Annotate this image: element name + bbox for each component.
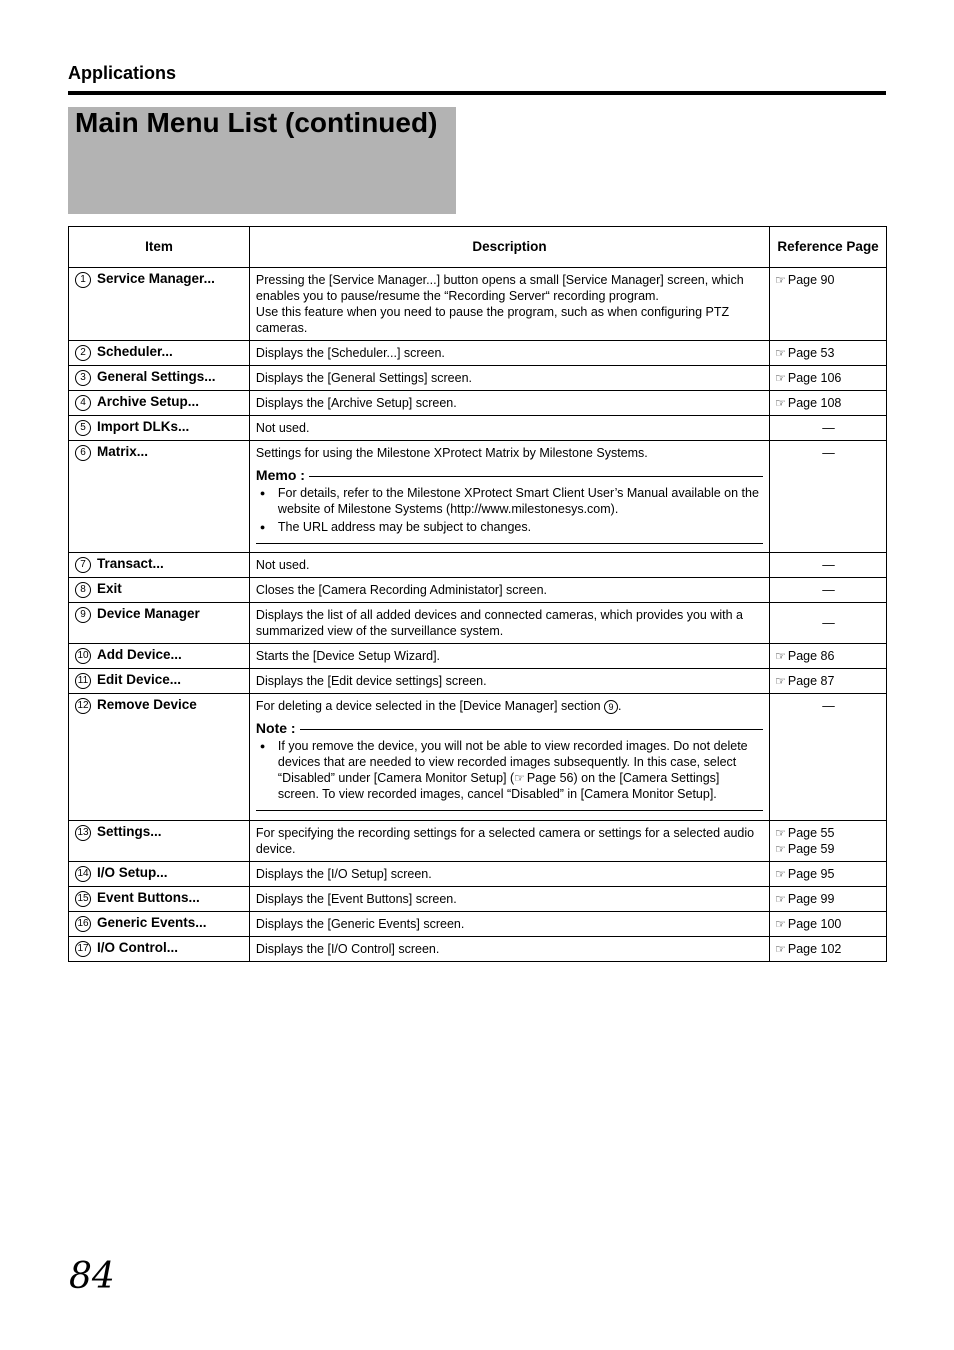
item-label: I/O Setup... xyxy=(97,865,168,880)
circled-number: 17 xyxy=(75,941,91,957)
item-cell xyxy=(69,416,250,441)
pointing-hand-icon: ☞ xyxy=(775,346,786,360)
item-label: I/O Control... xyxy=(97,940,178,955)
circled-number: 9 xyxy=(604,700,618,714)
circled-number: 16 xyxy=(75,916,91,932)
bullet-item xyxy=(256,485,763,517)
description-text xyxy=(256,445,763,461)
table-row xyxy=(69,912,887,937)
pointing-hand-icon: ☞ xyxy=(775,892,786,906)
item-cell xyxy=(69,937,250,962)
reference-cell xyxy=(770,553,887,578)
box-title xyxy=(256,467,763,483)
item-cell xyxy=(69,441,250,553)
description-text xyxy=(256,607,763,639)
no-reference-dash: — xyxy=(822,699,835,713)
item-cell xyxy=(69,553,250,578)
reference-page: Page 59 xyxy=(787,842,835,856)
description-cell xyxy=(249,887,769,912)
pointing-hand-icon: ☞ xyxy=(775,867,786,881)
table-row xyxy=(69,341,887,366)
box-title-text: Memo : xyxy=(255,467,305,483)
page-reference xyxy=(775,941,882,957)
table-row xyxy=(69,416,887,441)
description-text xyxy=(256,916,763,932)
reference-cell xyxy=(770,669,887,694)
item-label: Generic Events... xyxy=(97,915,207,930)
description-cell xyxy=(249,912,769,937)
section-header: Applications xyxy=(68,63,177,83)
bullet-text: The URL address may be subject to changes. xyxy=(277,520,532,534)
circled-number: 15 xyxy=(75,891,91,907)
reference-cell xyxy=(770,416,887,441)
note-box xyxy=(256,720,763,811)
description-end: . xyxy=(618,699,622,713)
reference-cell xyxy=(770,391,887,416)
description-main: Displays the [I/O Setup] screen. xyxy=(255,867,432,881)
item-label: Add Device... xyxy=(97,647,182,662)
circled-number: 6 xyxy=(75,445,91,461)
circled-number: 3 xyxy=(75,370,91,386)
description-main: Closes the [Camera Recording Administator] screen. xyxy=(255,583,548,597)
reference-cell xyxy=(770,887,887,912)
item-cell xyxy=(69,862,250,887)
description-cell xyxy=(249,578,769,603)
item-label: Exit xyxy=(97,581,122,596)
description-main: Not used. xyxy=(255,558,310,572)
item-cell xyxy=(69,341,250,366)
description-text xyxy=(256,557,763,573)
description-text-2: Use this feature when you need to pause the program, such as when configuring PTZ cameras. xyxy=(255,305,730,335)
table-row xyxy=(69,887,887,912)
item-label: Service Manager... xyxy=(97,271,215,286)
memo-box xyxy=(256,467,763,544)
item-label: Settings... xyxy=(97,824,162,839)
reference-page: Page 55 xyxy=(787,826,835,840)
description-cell xyxy=(249,603,769,644)
reference-cell xyxy=(770,578,887,603)
header-rule xyxy=(68,91,886,95)
item-label: Matrix... xyxy=(97,444,149,459)
item-label: Import DLKs... xyxy=(97,419,190,434)
bullet-text xyxy=(278,738,763,802)
description-text xyxy=(256,866,763,882)
pointing-hand-icon: ☞ xyxy=(775,273,786,287)
page-reference xyxy=(775,891,882,907)
description-cell xyxy=(249,268,769,341)
table-row xyxy=(69,391,887,416)
description-main: Displays the [Scheduler...] screen. xyxy=(255,346,445,360)
description-main: Pressing the [Service Manager...] button opens a small [Service Manager] screen, which enables you to pause/resume the “Recording Server“ recording program. xyxy=(255,273,744,303)
circled-number: 7 xyxy=(75,557,91,573)
no-reference-dash: — xyxy=(822,421,835,435)
circled-number: 8 xyxy=(75,582,91,598)
pointing-hand-icon: ☞ xyxy=(775,917,786,931)
reference-page: Page 100 xyxy=(787,917,842,931)
description-cell xyxy=(249,937,769,962)
description-cell xyxy=(249,416,769,441)
description-text xyxy=(256,420,763,436)
reference-page: Page 106 xyxy=(787,371,842,385)
page-reference xyxy=(775,916,882,932)
bullet-item xyxy=(256,519,763,535)
page-title: Main Menu List (continued) xyxy=(75,107,438,138)
description-text xyxy=(256,272,763,304)
description-cell xyxy=(249,694,769,821)
reference-page: Page 102 xyxy=(787,942,842,956)
table-row xyxy=(69,821,887,862)
pointing-hand-icon: ☞ xyxy=(775,396,786,410)
reference-cell xyxy=(770,644,887,669)
box-title-rule xyxy=(300,729,764,730)
circled-number: 4 xyxy=(75,395,91,411)
circled-number: 14 xyxy=(75,866,91,882)
description-text xyxy=(256,698,763,714)
description-text xyxy=(256,395,763,411)
reference-cell xyxy=(770,821,887,862)
circled-number: 13 xyxy=(75,825,91,841)
reference-cell xyxy=(770,862,887,887)
description-main: Displays the [Archive Setup] screen. xyxy=(255,396,457,410)
item-label: General Settings... xyxy=(97,369,216,384)
page-reference xyxy=(775,395,882,411)
item-cell xyxy=(69,391,250,416)
description-main: For specifying the recording settings for a selected camera or settings for a selected audio device. xyxy=(255,826,755,856)
circled-number: 10 xyxy=(75,648,91,664)
page-number: 84 xyxy=(69,1256,115,1297)
bullet-reference: Page 56 xyxy=(526,771,574,785)
table-row xyxy=(69,937,887,962)
description-text xyxy=(256,370,763,386)
reference-cell xyxy=(770,268,887,341)
table-row xyxy=(69,603,887,644)
bullet-dot-icon: ● xyxy=(259,488,266,498)
description-main: Displays the [I/O Control] screen. xyxy=(255,942,440,956)
column-header-reference: Reference Page xyxy=(770,227,887,268)
description-cell xyxy=(249,669,769,694)
description-cell xyxy=(249,821,769,862)
bullet-text-after: ) on the [Camera Settings] screen. To view recorded images, cancel “Disabled” in [Camera Monitor Setup]. xyxy=(277,771,720,801)
box-title xyxy=(256,720,763,736)
table-row xyxy=(69,694,887,821)
no-reference-dash: — xyxy=(822,558,835,572)
page-reference xyxy=(775,841,882,857)
description-main: Displays the [Event Buttons] screen. xyxy=(255,892,457,906)
circled-number: 2 xyxy=(75,345,91,361)
bullet-dot-icon: ● xyxy=(259,522,266,532)
description-cell xyxy=(249,441,769,553)
main-menu-table xyxy=(68,226,887,962)
reference-page: Page 90 xyxy=(787,273,835,287)
table-header-row xyxy=(69,227,887,268)
description-text xyxy=(256,345,763,361)
description-main: Displays the list of all added devices and connected cameras, which provides you with a summarized view of the surveillance system. xyxy=(255,608,743,638)
description-cell xyxy=(249,862,769,887)
table-row xyxy=(69,862,887,887)
description-cell xyxy=(249,366,769,391)
item-cell xyxy=(69,669,250,694)
box-title-text: Note : xyxy=(255,720,296,736)
item-label: Archive Setup... xyxy=(97,394,200,409)
title-box xyxy=(68,107,456,214)
description-text xyxy=(256,648,763,664)
pointing-hand-icon: ☞ xyxy=(775,942,786,956)
item-label: Remove Device xyxy=(97,697,197,712)
no-reference-dash: — xyxy=(822,446,835,460)
reference-cell xyxy=(770,366,887,391)
table-row xyxy=(69,268,887,341)
table-row xyxy=(69,553,887,578)
bullet-item xyxy=(256,738,763,802)
reference-page: Page 99 xyxy=(787,892,835,906)
pointing-hand-icon: ☞ xyxy=(775,826,786,840)
pointing-hand-icon: ☞ xyxy=(775,674,786,688)
description-main: Settings for using the Milestone XProtect Matrix by Milestone Systems. xyxy=(255,446,648,460)
reference-cell xyxy=(770,603,887,644)
table-row xyxy=(69,644,887,669)
table-row xyxy=(69,669,887,694)
item-cell xyxy=(69,603,250,644)
pointing-hand-icon: ☞ xyxy=(775,649,786,663)
reference-page: Page 108 xyxy=(787,396,842,410)
item-cell xyxy=(69,887,250,912)
description-text xyxy=(256,941,763,957)
pointing-hand-icon: ☞ xyxy=(775,842,786,856)
reference-cell xyxy=(770,694,887,821)
description-cell xyxy=(249,644,769,669)
page-reference xyxy=(775,673,882,689)
pointing-hand-icon: ☞ xyxy=(514,771,525,785)
description-text xyxy=(256,825,763,857)
item-label: Transact... xyxy=(97,556,164,571)
description-cell xyxy=(249,391,769,416)
reference-page: Page 53 xyxy=(787,346,835,360)
table-row xyxy=(69,578,887,603)
pointing-hand-icon: ☞ xyxy=(775,371,786,385)
description-cell xyxy=(249,553,769,578)
reference-page: Page 86 xyxy=(787,649,835,663)
circled-number: 9 xyxy=(75,607,91,623)
description-cell xyxy=(249,341,769,366)
description-text xyxy=(256,582,763,598)
item-label: Scheduler... xyxy=(97,344,173,359)
column-header-item: Item xyxy=(69,227,250,268)
item-label: Event Buttons... xyxy=(97,890,200,905)
description-main: Starts the [Device Setup Wizard]. xyxy=(255,649,441,663)
circled-number: 11 xyxy=(75,673,91,689)
reference-page: Page 87 xyxy=(787,674,835,688)
item-cell xyxy=(69,268,250,341)
item-cell xyxy=(69,578,250,603)
item-cell xyxy=(69,644,250,669)
description-main: Displays the [General Settings] screen. xyxy=(255,371,472,385)
no-reference-dash: — xyxy=(822,583,835,597)
circled-number: 1 xyxy=(75,272,91,288)
column-header-description: Description xyxy=(249,227,769,268)
item-cell xyxy=(69,912,250,937)
box-title-rule xyxy=(309,476,763,477)
item-label: Device Manager xyxy=(97,606,200,621)
reference-cell xyxy=(770,341,887,366)
bullet-dot-icon: ● xyxy=(259,741,266,751)
page-reference xyxy=(775,272,882,288)
item-cell xyxy=(69,694,250,821)
reference-page: Page 95 xyxy=(787,867,835,881)
table-row xyxy=(69,366,887,391)
description-text xyxy=(256,673,763,689)
page-reference xyxy=(775,825,882,841)
page-reference xyxy=(775,648,882,664)
description-main: For deleting a device selected in the [Device Manager] section xyxy=(255,699,601,713)
description-main: Displays the [Generic Events] screen. xyxy=(255,917,465,931)
item-cell xyxy=(69,821,250,862)
table-row xyxy=(69,441,887,553)
bullet-text-before: If you remove the device, you will not be able to view recorded images. Do not delete devices that are needed to view recorded images subsequently. In this case, select “Disabled” under [Camera Monitor Setup] ( xyxy=(277,739,748,785)
item-cell xyxy=(69,366,250,391)
circled-number: 5 xyxy=(75,420,91,436)
description-main: Displays the [Edit device settings] screen. xyxy=(255,674,487,688)
circled-number: 12 xyxy=(75,698,91,714)
item-label: Edit Device... xyxy=(97,672,182,687)
description-main: Not used. xyxy=(255,421,310,435)
reference-cell xyxy=(770,441,887,553)
reference-cell xyxy=(770,912,887,937)
reference-cell xyxy=(770,937,887,962)
page-reference xyxy=(775,345,882,361)
no-reference-dash: — xyxy=(822,616,835,630)
page-reference xyxy=(775,866,882,882)
bullet-text: For details, refer to the Milestone XProtect Smart Client User’s Manual available on the website of Milestone Systems (http://www.milestonesys.com). xyxy=(277,486,759,516)
description-text xyxy=(256,891,763,907)
page-reference xyxy=(775,370,882,386)
